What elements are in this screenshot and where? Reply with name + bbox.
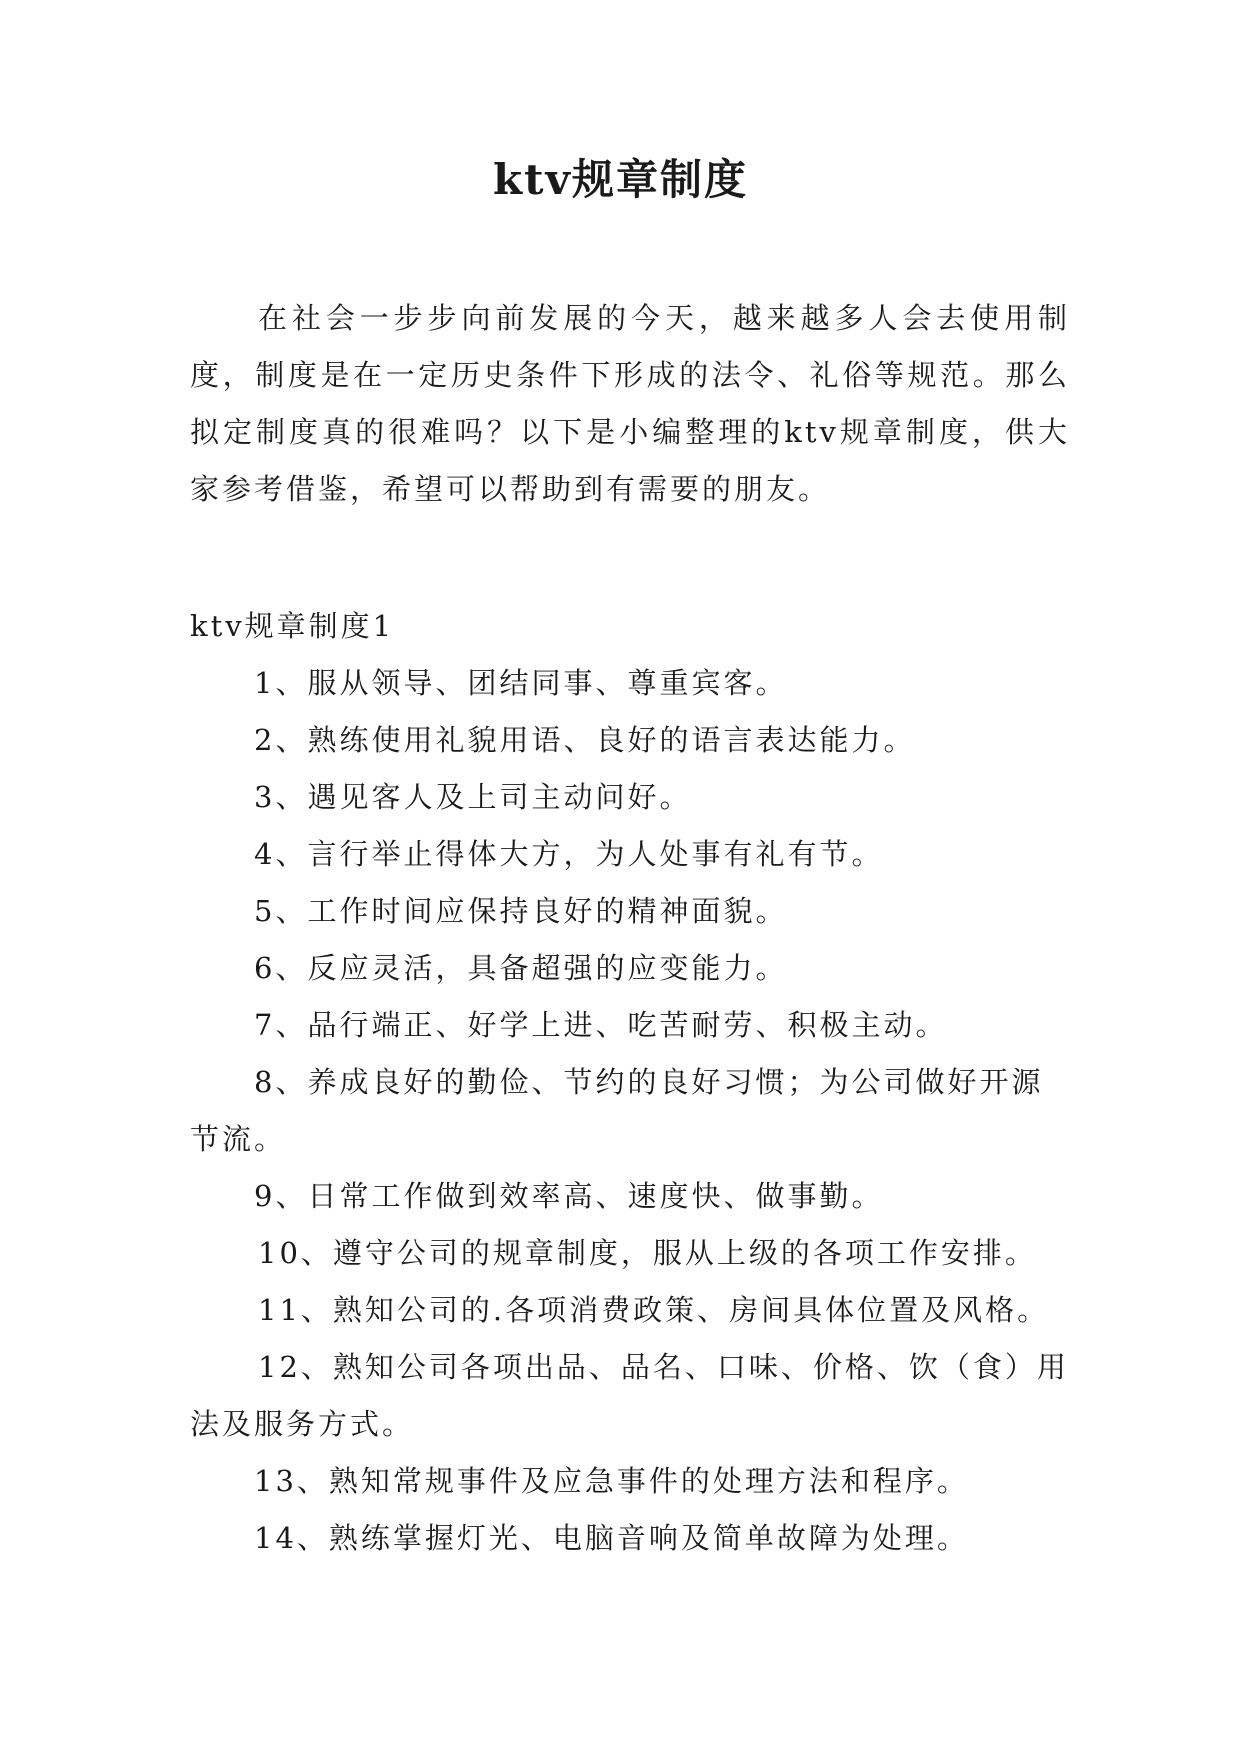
- rule-item: 11、熟知公司的.各项消费政策、房间具体位置及风格。: [258, 1293, 1050, 1327]
- rule-item: 12、熟知公司各项出品、品名、口味、价格、饮（食）用法及服务方式。: [190, 1350, 1069, 1441]
- rule-item: 8、养成良好的勤俭、节约的良好习惯；为公司做好开源节流。: [190, 1065, 1044, 1156]
- rule-item: 14、熟练掌握灯光、电脑音响及简单故障为处理。: [254, 1521, 969, 1555]
- rule-item: 9、日常工作做到效率高、速度快、做事勤。: [254, 1179, 884, 1213]
- document-title: ktv规章制度: [493, 155, 748, 204]
- rule-item: 13、熟知常规事件及应急事件的处理方法和程序。: [254, 1464, 969, 1498]
- rule-item: 2、熟练使用礼貌用语、良好的语言表达能力。: [254, 723, 916, 757]
- section-heading: ktv规章制度1: [190, 609, 395, 643]
- rule-item: 7、品行端正、好学上进、吃苦耐劳、积极主动。: [254, 1008, 948, 1042]
- document-body: [190, 290, 1070, 1567]
- rule-item: 6、反应灵活，具备超强的应变能力。: [254, 951, 788, 985]
- rule-item: 3、遇见客人及上司主动问好。: [254, 780, 692, 814]
- rule-item: 4、言行举止得体大方，为人处事有礼有节。: [254, 837, 884, 871]
- rule-item: 10、遵守公司的规章制度，服从上级的各项工作安排。: [258, 1236, 1037, 1270]
- rule-item: 5、工作时间应保持良好的精神面貌。: [254, 894, 788, 928]
- rules-list: [190, 655, 1070, 1567]
- intro-paragraph: 在社会一步步向前发展的今天，越来越多人会去使用制度，制度是在一定历史条件下形成的法令、礼俗等规范。那么拟定制度真的很难吗？以下是小编整理的ktv规章制度，供大家参考借鉴，希望可以帮助到有需要的朋友。: [190, 301, 1070, 506]
- rule-item: 1、服从领导、团结同事、尊重宾客。: [254, 666, 788, 700]
